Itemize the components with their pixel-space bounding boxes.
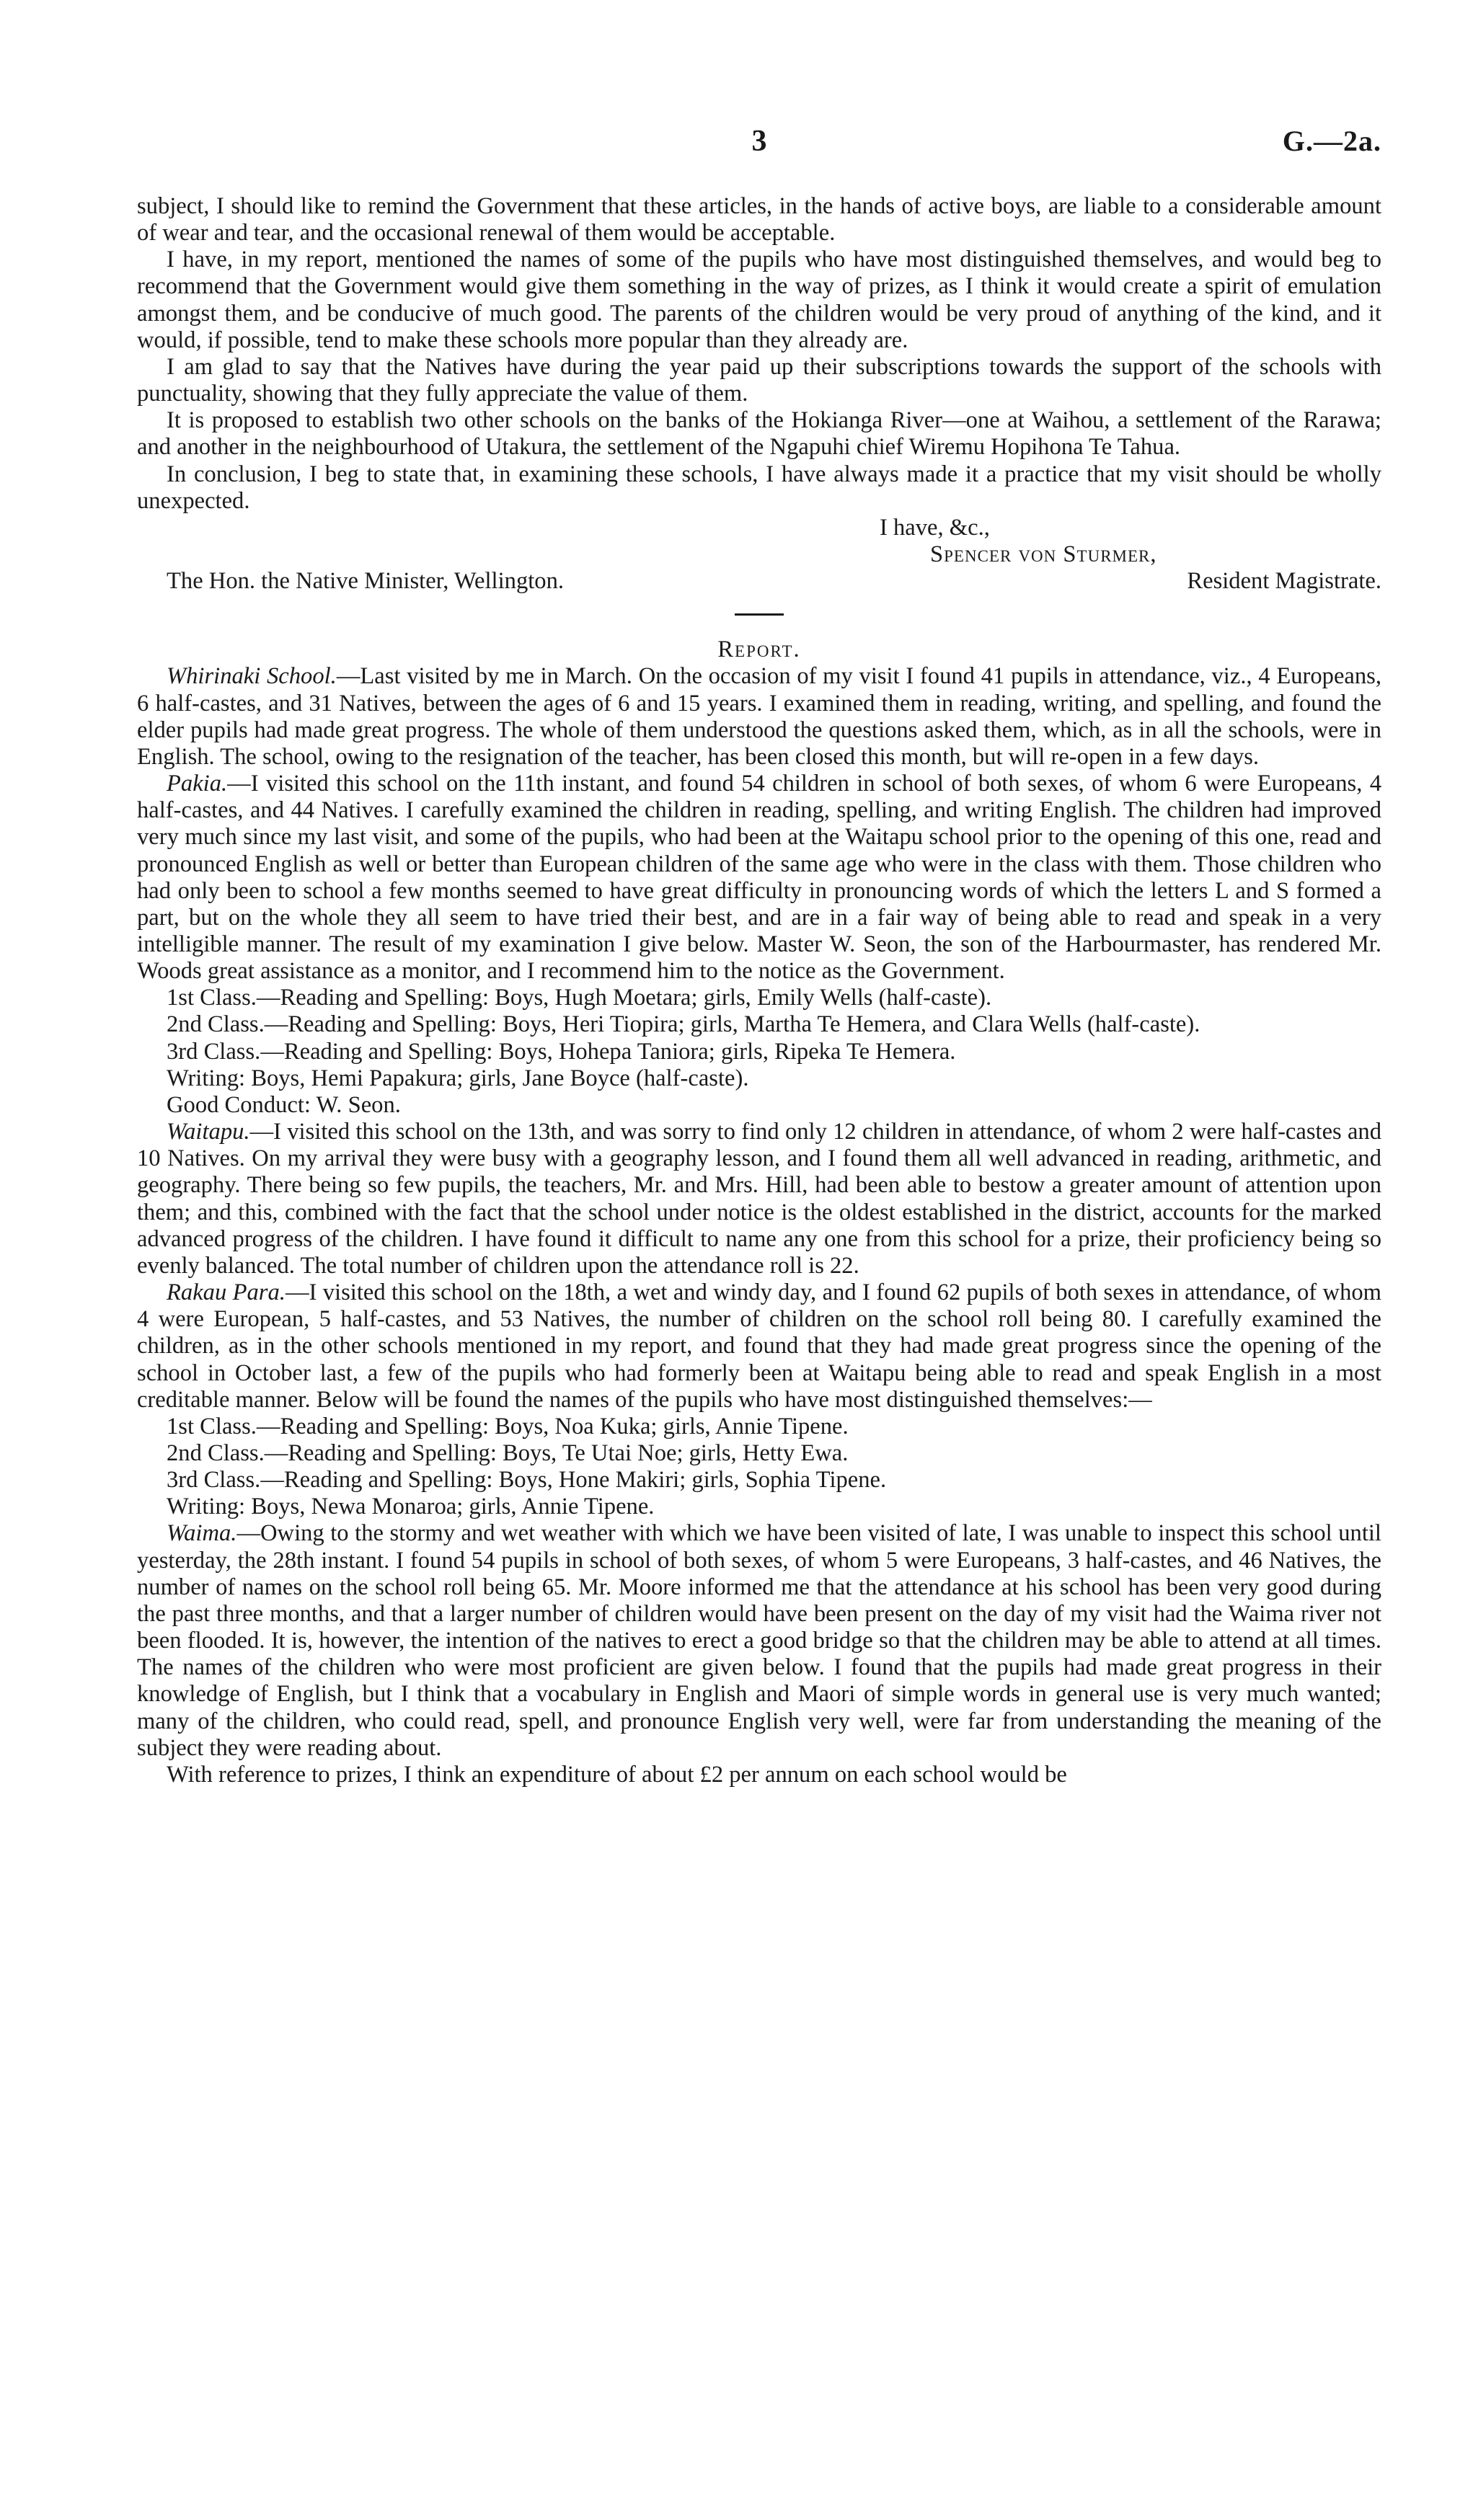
pakia-list-item: 1st Class.—Reading and Spelling: Boys, Hugh Moetara; girls, Emily Wells (half-caste).: [167, 985, 992, 1011]
rakau-list-item: 3rd Class.—Reading and Spelling: Boys, Hone Makiri; girls, Sophia Tipene.: [167, 1467, 887, 1494]
rakau-para-paragraph: [137, 1279, 1381, 1414]
whirinaki-school-name: Whirinaki School.: [167, 663, 337, 690]
document-reference: G.—2a.: [1282, 125, 1381, 157]
pakia-text: —I visited this school on the 11th instant, and found 54 children in school of both sexes, of whom 6 were Europeans, 4 half-castes, and 44 Natives. I carefully examined the children in reading, spelling, and writing English. The children had improved very much since my last visit, and some of the pupils, who had been at the Waitapu school prior to the opening of this one, read and pronounced English as well or better than European children of the same age who were in the class with them. Those children who had only been to school a few months seemed to have great difficulty in pronouncing words of which the letters L and S formed a part, but on the whole they all seem to have tried their best, and are in a fair way of being able to read and speak in a very intelligible manner. The result of my examination I give below. Master W. Seon, the son of the Harbourmaster, has rendered Mr. Woods great assistance as a monitor, and I recommend him to the notice as the Government.: [137, 771, 1381, 985]
letter-signature: Spencer von Sturmer,: [930, 541, 1157, 568]
signature-row: [137, 541, 1381, 568]
rakau-para-school-name: Rakau Para.: [167, 1279, 286, 1306]
waima-paragraph: [137, 1520, 1381, 1761]
waitapu-text: —I visited this school on the 13th, and was sorry to find only 12 children in attendance, of whom 2 were half-castes and 10 Natives. On my arrival they were busy with a geography lesson, and I found them all well advanced in reading, arithmetic, and geography. There being so few pupils, the teachers, Mr. and Mrs. Hill, had been able to bestow a greater amount of attention upon them; and this, combined with the fact that the school under notice is the oldest established in the district, accounts for the marked advanced progress of the children. I have found it difficult to name any one from this school for a prize, their proficiency being so evenly balanced. The total number of children upon the attendance roll is 22.: [137, 1119, 1381, 1279]
letter-paragraph-1: subject, I should like to remind the Government that these articles, in the hands of active boys, are liable to a considerable amount of wear and tear, and the occasional renewal of them would be acceptable.: [137, 193, 1381, 247]
pakia-list-item: 3rd Class.—Reading and Spelling: Boys, Hohepa Taniora; girls, Ripeka Te Hemera.: [167, 1038, 956, 1065]
prizes-paragraph: With reference to prizes, I think an expenditure of about £2 per annum on each school would be: [167, 1761, 1067, 1788]
waitapu-paragraph: [137, 1119, 1381, 1279]
signatory-title: Resident Magistrate.: [1187, 568, 1381, 595]
letter-paragraph-2: I have, in my report, mentioned the names of some of the pupils who have most distinguished themselves, and would beg to recommend that the Government would give them something in the way of prizes, as I think it would create a spirit of emulation amongst them, and be conducive of much good. The parents of the children would be very proud of anything of the kind, and it would, if possible, tend to make these schools more popular than they already are.: [137, 247, 1381, 353]
pakia-school-name: Pakia.: [167, 771, 228, 797]
waima-school-name: Waima.: [167, 1520, 237, 1547]
pakia-list-item: Writing: Boys, Hemi Papakura; girls, Jane Boyce (half-caste).: [167, 1065, 749, 1091]
pakia-list-item: Good Conduct: W. Seon.: [167, 1091, 401, 1118]
waima-text: —Owing to the stormy and wet weather with which we have been visited of late, I was unable to inspect this school until yesterday, the 28th instant. I found 54 pupils in school of both sexes, of whom 5 were Europeans, 3 half-castes, and 46 Natives, the number of names on the school roll being 65. Mr. Moore informed me that the attendance at his school has been very good during the past three months, and that a larger number of children would have been present on the day of my visit had the Waima river not been flooded. It is, however, the intention of the natives to erect a good bridge so that the children may be able to attend at all times. The names of the children who were most proficient are given below. I found that the pupils had made great progress in their knowledge of English, but I think that a vocabulary in English and Maori of simple words in general use is very much wanted; many of the children, who could read, spell, and pronounce English very well, were far from understanding the meaning of the subject they were reading about.: [137, 1520, 1381, 1761]
letter-closing: I have, &c.,: [880, 514, 990, 541]
addressee-row: [137, 568, 1381, 595]
rakau-list-item: Writing: Boys, Newa Monaroa; girls, Annie Tipene.: [167, 1494, 655, 1520]
section-divider: [735, 613, 784, 616]
pakia-paragraph: [137, 771, 1381, 985]
letter-paragraph-4: It is proposed to establish two other schools on the banks of the Hokianga River—one at Waihou, a settlement of the Rarawa; and another in the neighbourhood of Utakura, the settlement of the Ngapuhi chief Wiremu Hopihona Te Tahua.: [137, 407, 1381, 461]
closing-row: [137, 515, 1381, 541]
rakau-list-item: 1st Class.—Reading and Spelling: Boys, Noa Kuka; girls, Annie Tipene.: [167, 1413, 849, 1439]
letter-paragraph-5: In conclusion, I beg to state that, in examining these schools, I have always made it a practice that my visit should be wholly unexpected.: [137, 461, 1381, 514]
report-heading: Report.: [717, 636, 801, 663]
rakau-para-text: —I visited this school on the 18th, a wet and windy day, and I found 62 pupils of both sexes in attendance, of whom 4 were European, 5 half-castes, and 53 Natives, the number of children on the school roll being 80. I carefully examined the children, as in the other schools mentioned in my report, and found that they had made great progress since the opening of the school in October last, a few of the pupils who had formerly been at Waitapu being able to read and speak English in a most creditable manner. Below will be found the names of the pupils who have most distinguished themselves:—: [137, 1279, 1381, 1413]
report-section: [137, 636, 1381, 1788]
waitapu-school-name: Waitapu.: [167, 1119, 250, 1145]
page-body: [137, 193, 1381, 1788]
rakau-list-item: 2nd Class.—Reading and Spelling: Boys, Te Utai Noe; girls, Hetty Ewa.: [167, 1439, 849, 1466]
page-number: 3: [751, 125, 767, 158]
whirinaki-paragraph: [137, 663, 1381, 771]
letter-section: [137, 193, 1381, 595]
pakia-list-item: 2nd Class.—Reading and Spelling: Boys, Heri Tiopira; girls, Martha Te Hemera, and Clara Wells (half-caste).: [167, 1011, 1200, 1038]
letter-paragraph-3: I am glad to say that the Natives have during the year paid up their subscriptions towards the support of the schools with punctuality, showing that they fully appreciate the value of them.: [137, 353, 1381, 407]
whirinaki-text: —Last visited by me in March. On the occasion of my visit I found 41 pupils in attendance, viz., 4 Europeans, 6 half-castes, and 31 Natives, between the ages of 6 and 15 years. I examined them in reading, writing, and spelling, and found the elder pupils had made great progress. The whole of them understood the questions asked them, which, as in all the schools, were in English. The school, owing to the resignation of the teacher, has been closed this month, but will re-open in a few days.: [137, 663, 1381, 770]
letter-addressee: The Hon. the Native Minister, Wellington.: [167, 568, 565, 595]
page-header: [137, 124, 1381, 167]
